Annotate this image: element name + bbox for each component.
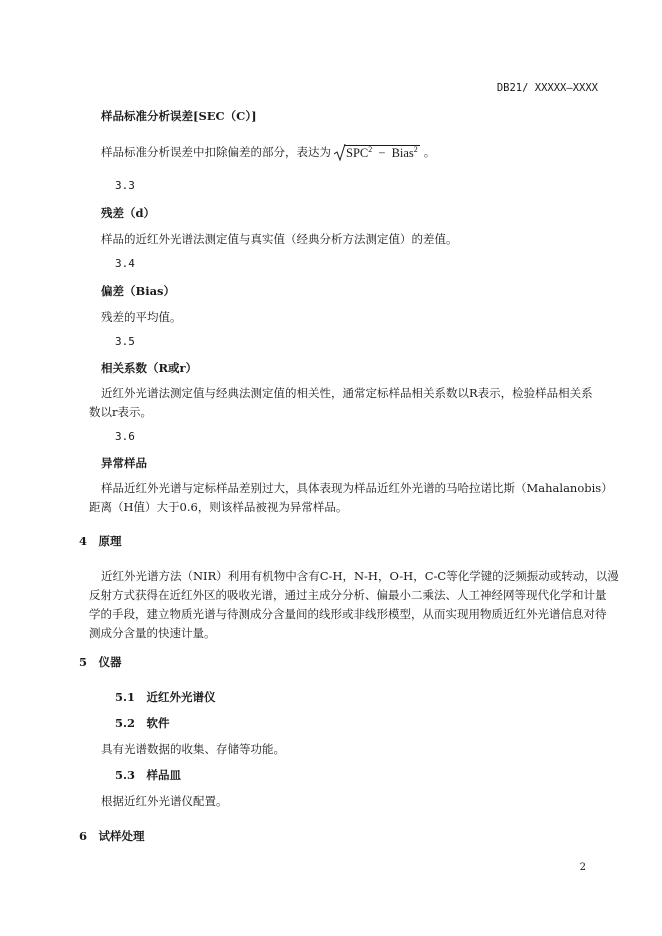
- definition-sec-c-prefix: 样品标准分析误差中扣除偏差的部分，表达为: [101, 145, 331, 160]
- formula-exponent-b: 2: [413, 145, 418, 154]
- clause-nir-spectrometer: 5.1 近红外光谱仪: [115, 690, 216, 704]
- formula-exponent-a: 2: [368, 145, 373, 154]
- sample-dish-description: 根据近红外光谱仪配置。: [101, 794, 228, 808]
- definition-residual: 样品的近红外光谱法测定值与真实值（经典分析方法测定值）的差值。: [101, 232, 458, 246]
- principle-line4: 测成分含量的快速计量。: [89, 626, 216, 640]
- section-heading-apparatus: 5 仪器: [79, 655, 122, 669]
- definition-bias: 残差的平均值。: [101, 310, 182, 324]
- definition-outlier-line1: 样品近红外光谱与定标样品差别过大，具体表现为样品近红外光谱的马哈拉诺比斯（Mahalanobis）: [101, 481, 613, 495]
- term-residual: 残差（d）: [101, 206, 156, 220]
- principle-line3: 学的手段，建立物质光谱与待测成分含量间的线形或非线形模型，从而实现用物质近红外光谱信息对待: [89, 607, 607, 621]
- formula-term-b: Bias: [391, 146, 414, 161]
- section-heading-principle: 4 原理: [79, 534, 122, 548]
- section-heading-sample-prep: 6 试样处理: [79, 829, 145, 843]
- term-bias: 偏差（Bias）: [101, 284, 176, 298]
- term-correlation: 相关系数（R或r）: [101, 361, 198, 375]
- clause-number-3-6: 3.6: [115, 430, 135, 443]
- clause-software: 5.2 软件: [115, 716, 170, 730]
- clause-number-3-5: 3.5: [115, 335, 135, 348]
- definition-outlier-line2: 距离（H值）大于0.6，则该样品被视为异常样品。: [89, 500, 348, 514]
- principle-line2: 反射方式获得在近红外区的吸收光谱，通过主成分分析、偏最小二乘法、人工神经网等现代化学和计量: [89, 588, 607, 602]
- sqrt-formula: [334, 143, 420, 161]
- clause-number-3-4: 3.4: [115, 257, 135, 270]
- document-code: DB21/ XXXXX—XXXX: [496, 82, 598, 94]
- page-number: 2: [579, 862, 586, 873]
- definition-correlation-line1: 近红外光谱法测定值与经典法测定值的相关性，通常定标样品相关系数以R表示，检验样品相关系: [101, 386, 593, 400]
- principle-line1: 近红外光谱方法（NIR）利用有机物中含有C-H，N-H，O-H，C-C等化学键的泛频振动或转动，以漫: [101, 569, 619, 583]
- formula-term-a: SPC: [346, 146, 369, 161]
- clause-number-3-3: 3.3: [115, 179, 135, 192]
- clause-sample-dish: 5.3 样品皿: [115, 768, 182, 782]
- formula-minus: −: [378, 146, 386, 161]
- definition-correlation-line2: 数以r表示。: [89, 405, 152, 419]
- software-description: 具有光谱数据的收集、存储等功能。: [101, 742, 285, 756]
- definition-sec-c-suffix: 。: [423, 145, 436, 160]
- definition-sec-c: [101, 143, 435, 161]
- term-outlier: 异常样品: [101, 456, 147, 470]
- term-sec-c: 样品标准分析误差[SEC（C）]: [101, 109, 257, 123]
- sqrt-symbol-icon: [334, 143, 346, 161]
